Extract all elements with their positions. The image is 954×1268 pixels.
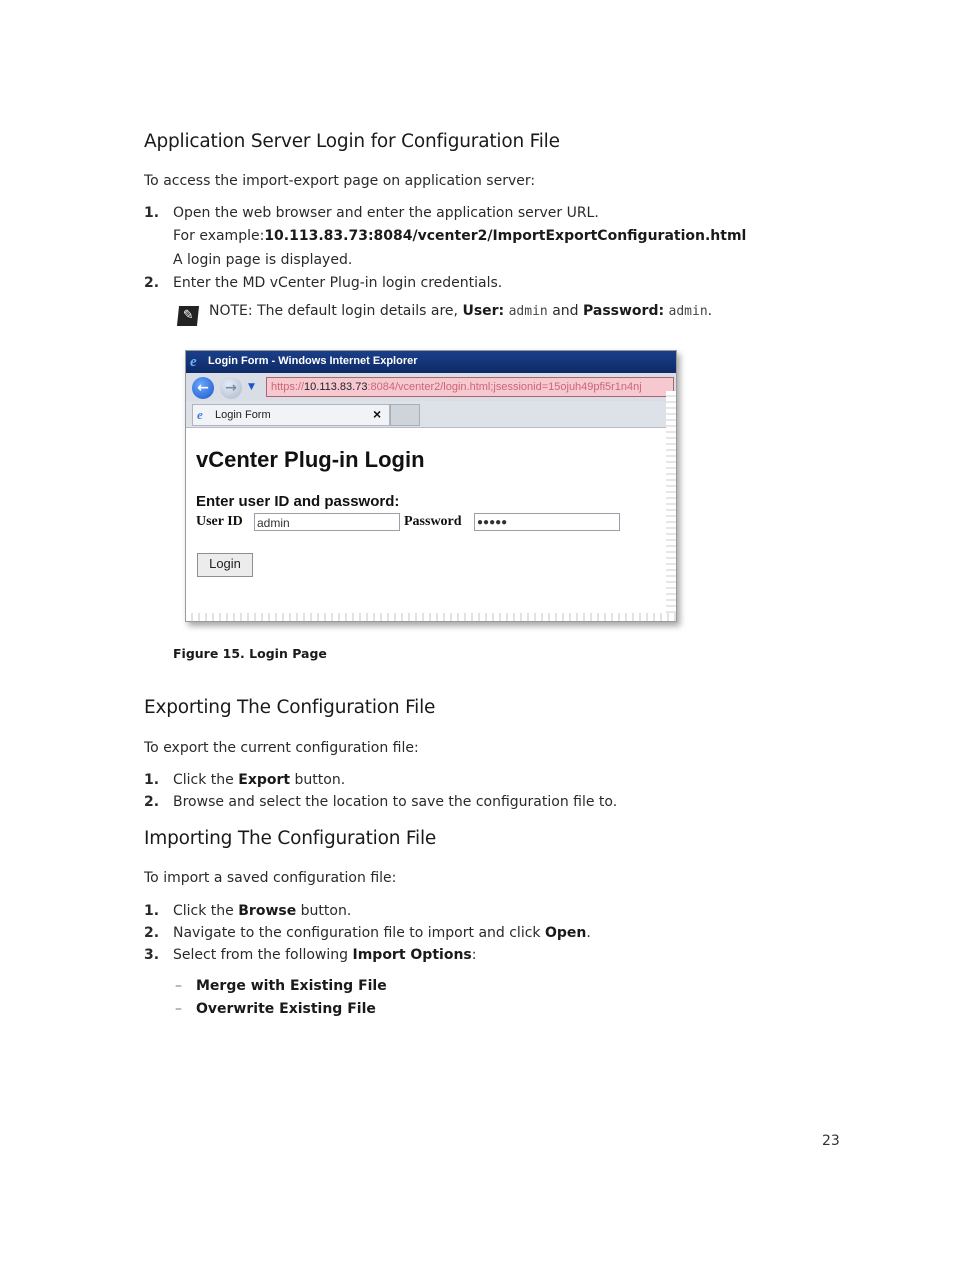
- list-dash: –: [175, 978, 182, 994]
- export-keyword: Export: [238, 772, 291, 788]
- address-bar[interactable]: https://10.113.83.73:8084/vcenter2/login.html;jsessionid=15ojuh49pfi5r1n4nj: [266, 377, 674, 397]
- ie-logo-icon: e: [190, 354, 197, 370]
- example-prefix: For example:: [173, 228, 265, 244]
- step-text: Click the Browse button.: [173, 903, 352, 919]
- note-text: NOTE: The default login details are, User: admin and Password: admin.: [209, 303, 713, 319]
- torn-edge-right: [666, 391, 676, 621]
- back-arrow-icon[interactable]: ←: [192, 377, 214, 399]
- step-text: Click the Export button.: [173, 772, 346, 788]
- close-icon[interactable]: ×: [373, 406, 382, 422]
- ie-page-icon: e: [197, 407, 203, 422]
- list-dash: –: [175, 1001, 182, 1017]
- tab-bar: [186, 401, 676, 428]
- section-intro: To access the import-export page on application server:: [144, 173, 536, 189]
- example-url: 10.113.83.73:8084/vcenter2/ImportExportConfiguration.html: [264, 228, 747, 244]
- option-merge: Merge with Existing File: [196, 978, 387, 994]
- login-displayed-text: A login page is displayed.: [173, 252, 353, 268]
- note-user-label: User:: [462, 303, 505, 319]
- window-titlebar: [186, 351, 676, 373]
- step-number: 3.: [144, 947, 160, 963]
- step-text: Navigate to the configuration file to import and click Open.: [173, 925, 591, 941]
- step-text: Open the web browser and enter the application server URL.: [173, 205, 599, 221]
- step-number: 1.: [144, 772, 160, 788]
- step-text: Enter the MD vCenter Plug-in login credentials.: [173, 275, 503, 291]
- open-keyword: Open: [544, 925, 587, 941]
- step-number: 2.: [144, 794, 160, 810]
- section-heading-exporting: Exporting The Configuration File: [144, 697, 436, 718]
- browse-keyword: Browse: [238, 903, 297, 919]
- option-overwrite: Overwrite Existing File: [196, 1001, 376, 1017]
- tab-login-form[interactable]: [192, 404, 390, 426]
- section-heading-app-server-login: Application Server Login for Configuration File: [144, 131, 560, 152]
- forward-arrow-icon[interactable]: →: [220, 377, 242, 399]
- note-label: NOTE:: [209, 303, 253, 319]
- login-button[interactable]: Login: [197, 553, 253, 577]
- section-intro: To export the current configuration file:: [144, 740, 419, 756]
- step-number: 1.: [144, 205, 160, 221]
- step-text: Browse and select the location to save the configuration file to.: [173, 794, 618, 810]
- user-id-label: User ID: [196, 514, 243, 529]
- tab-label: Login Form: [215, 409, 271, 421]
- password-input[interactable]: ●●●●●: [474, 513, 620, 531]
- note-pencil-icon: ✎: [177, 306, 199, 326]
- import-options-keyword: Import Options: [352, 947, 472, 963]
- password-label: Password: [404, 514, 462, 529]
- section-intro: To import a saved configuration file:: [144, 870, 397, 886]
- example-line: [173, 227, 746, 245]
- step-number: 2.: [144, 925, 160, 941]
- navigation-bar: [186, 373, 676, 401]
- step-number: 2.: [144, 275, 160, 291]
- window-title: Login Form - Windows Internet Explorer: [208, 355, 418, 367]
- note-user-value: admin: [508, 304, 548, 319]
- step-number: 1.: [144, 903, 160, 919]
- step-text: Select from the following Import Options:: [173, 947, 477, 963]
- section-heading-importing: Importing The Configuration File: [144, 828, 437, 849]
- note-password-label: Password:: [583, 303, 665, 319]
- note-password-value: admin: [668, 304, 708, 319]
- page-subtitle: Enter user ID and password:: [196, 493, 400, 510]
- page-number: 23: [822, 1133, 840, 1149]
- figure-caption: Figure 15. Login Page: [173, 646, 327, 661]
- torn-edge-bottom: [186, 613, 676, 621]
- user-id-input[interactable]: admin: [254, 513, 400, 531]
- login-page-screenshot: [185, 350, 677, 622]
- chevron-down-icon[interactable]: ▼: [248, 382, 255, 392]
- new-tab-button[interactable]: [390, 404, 420, 426]
- page-title: vCenter Plug-in Login: [196, 447, 425, 472]
